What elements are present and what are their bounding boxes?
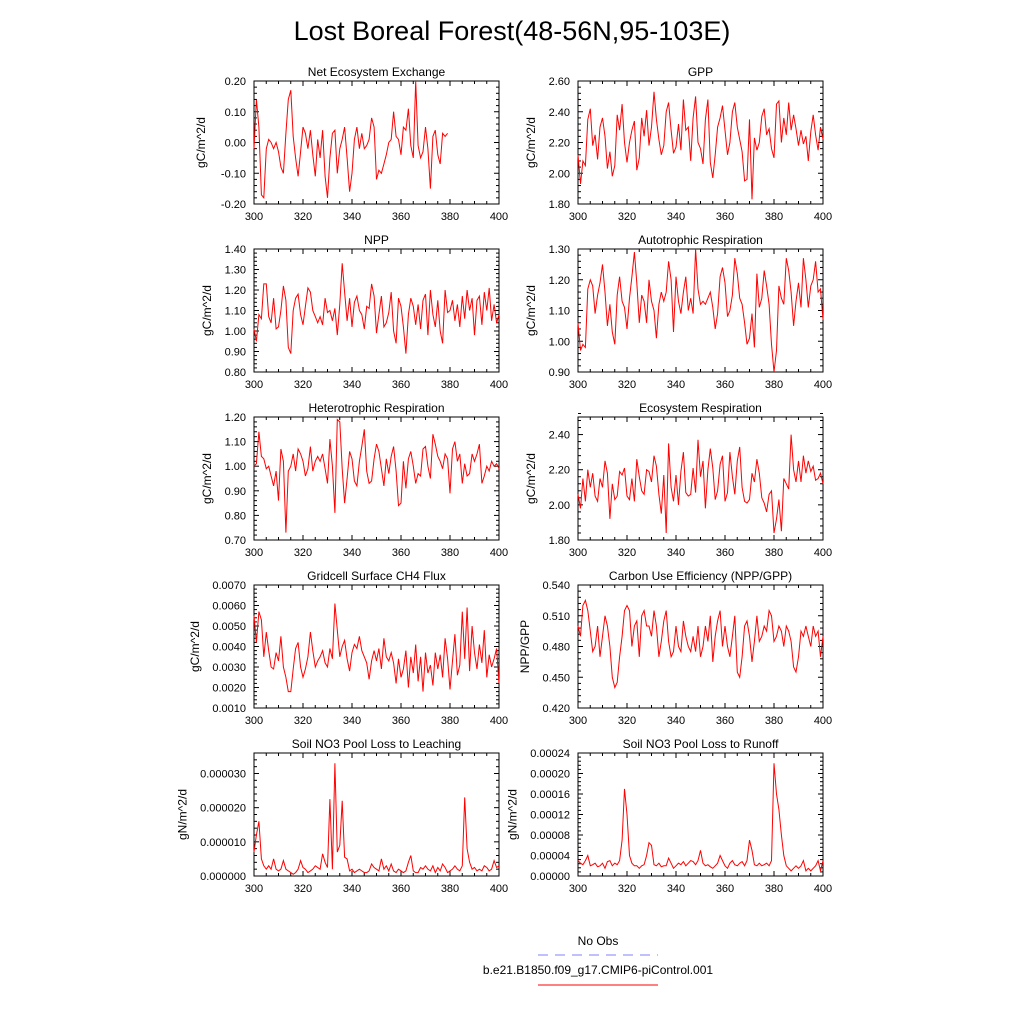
chart-panel-8 [518,569,832,727]
panel-title: Autotrophic Respiration [638,233,763,247]
x-tick-label: 380 [440,883,460,895]
y-tick-label: 0.90 [224,346,246,359]
series-line [578,763,823,871]
x-tick-label: 380 [440,715,460,727]
x-tick-label: 400 [489,547,509,559]
x-tick-label: 380 [440,379,460,391]
series-line [578,435,823,533]
y-tick-label: 0.00004 [530,850,570,863]
x-tick-label: 380 [440,211,460,223]
y-tick-label: 0.10 [224,106,246,119]
panel-title: Gridcell Surface CH4 Flux [307,569,446,583]
y-tick-label: 0.540 [542,580,570,592]
panel-title: Soil NO3 Pool Loss to Leaching [291,737,462,751]
y-tick-label: 0.80 [224,367,246,379]
x-tick-label: 400 [489,715,509,727]
y-axis-label: gN/m^2/d [505,789,520,840]
chart-panel-7 [188,569,508,727]
x-tick-label: 380 [440,547,460,559]
y-tick-label: 1.20 [224,412,246,424]
x-tick-label: 360 [715,547,735,559]
y-tick-label: 0.0040 [212,641,246,654]
y-axis-label: gC/m^2/d [524,285,539,336]
x-tick-label: 320 [293,379,313,391]
x-tick-label: 300 [244,883,264,895]
plot-frame [254,81,499,204]
y-tick-label: 1.40 [224,244,246,256]
x-tick-label: 320 [617,547,637,559]
x-tick-label: 400 [813,547,833,559]
y-tick-label: 2.00 [548,168,570,181]
y-axis-label: gN/m^2/d [175,789,190,840]
x-tick-label: 320 [293,211,313,223]
y-tick-label: 0.450 [542,672,570,685]
y-tick-label: 0.0020 [212,682,246,695]
x-tick-label: 360 [391,547,411,559]
x-tick-label: 300 [244,547,264,559]
y-axis-label: gC/m^2/d [200,453,215,504]
x-tick-label: 320 [617,883,637,895]
y-axis-label: NPP/GPP [518,619,532,674]
panel-title: Net Ecosystem Exchange [307,65,446,79]
y-tick-label: 0.0030 [212,662,246,674]
chart-panel-2 [524,65,832,223]
series-line [254,763,499,874]
y-tick-label: 1.30 [224,264,246,277]
series-line [254,604,499,692]
y-axis-label: gC/m^2/d [187,621,202,672]
plot-frame [578,585,823,708]
legend-obs-label: No Obs [577,934,619,948]
series-line [254,420,499,533]
y-tick-label: 1.00 [224,461,246,474]
y-tick-label: 0.00016 [530,789,570,801]
y-tick-label: 0.00024 [530,748,570,760]
y-tick-label: 1.80 [548,199,570,211]
x-tick-label: 400 [489,211,509,223]
x-tick-label: 400 [813,211,833,223]
y-tick-label: 0.00008 [530,830,570,842]
x-tick-label: 400 [489,379,509,391]
x-tick-label: 360 [715,883,735,895]
x-tick-label: 340 [666,547,686,559]
y-tick-label: 2.40 [548,106,570,119]
x-tick-label: 320 [617,379,637,391]
x-tick-label: 360 [715,211,735,223]
x-tick-label: 360 [391,715,411,727]
y-tick-label: 0.000000 [200,871,246,883]
x-tick-label: 320 [293,715,313,727]
x-tick-label: 340 [342,547,362,559]
panels-group [175,65,832,895]
x-tick-label: 380 [764,547,784,559]
y-tick-label: 0.0070 [212,580,246,592]
x-tick-label: 320 [617,211,637,223]
x-tick-label: 380 [764,211,784,223]
y-tick-label: 1.10 [224,305,246,318]
y-tick-label: 0.0050 [212,621,246,633]
y-tick-label: 0.000030 [200,768,246,781]
y-tick-label: 1.30 [548,244,570,256]
plot-frame [578,81,823,204]
y-tick-label: 0.000020 [200,802,246,815]
series-line [254,81,448,198]
panel-title: Heterotrophic Respiration [308,401,445,415]
y-tick-label: 0.480 [542,641,570,654]
x-tick-label: 360 [391,211,411,223]
x-tick-label: 400 [813,379,833,391]
x-tick-label: 360 [715,379,735,391]
series-line [578,600,823,687]
panel-title: NPP [364,233,389,247]
x-tick-label: 360 [391,379,411,391]
panel-title: Soil NO3 Pool Loss to Runoff [622,737,779,751]
y-tick-label: -0.20 [220,199,246,211]
x-tick-label: 380 [764,379,784,391]
chart-panel-6 [524,401,832,559]
y-tick-label: 1.20 [548,274,570,287]
chart-panel-5 [200,401,508,559]
chart-panel-9 [175,737,508,895]
x-tick-label: 300 [568,715,588,727]
x-tick-label: 400 [489,883,509,895]
x-tick-label: 360 [715,715,735,727]
y-tick-label: 1.10 [548,305,570,318]
panel-title: GPP [687,65,714,79]
y-tick-label: 1.10 [224,436,246,449]
y-axis-label: gC/m^2/d [200,285,215,336]
x-tick-label: 400 [813,715,833,727]
y-tick-label: 0.20 [224,76,246,88]
legend-model-label: b.e21.B1850.f09_g17.CMIP6-piControl.001 [482,963,714,977]
y-tick-label: 2.00 [548,499,570,512]
x-tick-label: 360 [391,883,411,895]
y-tick-label: 0.510 [542,610,570,623]
y-tick-label: 2.40 [548,429,570,442]
x-tick-label: 300 [568,883,588,895]
y-tick-label: 0.90 [224,485,246,498]
x-tick-label: 340 [666,715,686,727]
y-tick-label: -0.10 [220,168,246,181]
x-tick-label: 320 [617,715,637,727]
y-axis-label: gC/m^2/d [194,117,208,168]
y-tick-label: 0.00012 [530,809,570,822]
chart-panel-3 [200,233,508,391]
x-tick-label: 380 [764,715,784,727]
x-tick-label: 340 [342,883,362,895]
x-tick-label: 300 [244,211,264,223]
figure-title: Lost Boreal Forest(48-56N,95-103E) [293,16,731,46]
x-tick-label: 300 [568,211,588,223]
x-tick-label: 300 [568,379,588,391]
y-tick-label: 0.00000 [530,871,570,883]
x-tick-label: 300 [244,715,264,727]
y-axis-label: gC/m^2/d [524,453,539,504]
y-axis-label: gC/m^2/d [524,117,539,168]
y-tick-label: 0.000010 [200,836,246,849]
x-tick-label: 340 [666,883,686,895]
x-tick-label: 400 [813,883,833,895]
y-tick-label: 0.0010 [212,703,246,715]
y-tick-label: 2.20 [548,464,570,477]
y-tick-label: 0.70 [224,535,246,547]
x-tick-label: 320 [293,883,313,895]
x-tick-label: 340 [342,715,362,727]
y-tick-label: 0.80 [224,510,246,523]
y-tick-label: 0.90 [548,367,570,379]
x-tick-label: 300 [244,379,264,391]
y-tick-label: 0.00020 [530,768,570,781]
series-line [578,92,823,200]
plot-frame [578,417,823,540]
x-tick-label: 300 [568,547,588,559]
y-tick-label: 0.420 [542,703,570,715]
plot-frame [578,753,823,876]
y-tick-label: 2.20 [548,137,570,150]
y-tick-label: 0.0060 [212,600,246,613]
panel-title: Carbon Use Efficiency (NPP/GPP) [608,569,793,583]
y-tick-label: 1.20 [224,285,246,297]
y-tick-label: 1.00 [548,336,570,349]
chart-panel-4 [524,233,832,391]
y-tick-label: 1.80 [548,535,570,547]
y-tick-label: 2.60 [548,76,570,88]
series-line [578,249,823,372]
x-tick-label: 320 [293,547,313,559]
chart-panel-10 [506,737,833,895]
legend [483,934,713,985]
x-tick-label: 340 [666,211,686,223]
x-tick-label: 340 [342,211,362,223]
series-line [254,263,499,353]
y-tick-label: 1.00 [224,326,246,338]
x-tick-label: 340 [342,379,362,391]
x-tick-label: 340 [666,379,686,391]
chart-panel-1 [194,65,508,223]
x-tick-label: 380 [764,883,784,895]
panel-title: Ecosystem Respiration [639,401,762,415]
y-tick-label: 0.00 [224,137,246,150]
